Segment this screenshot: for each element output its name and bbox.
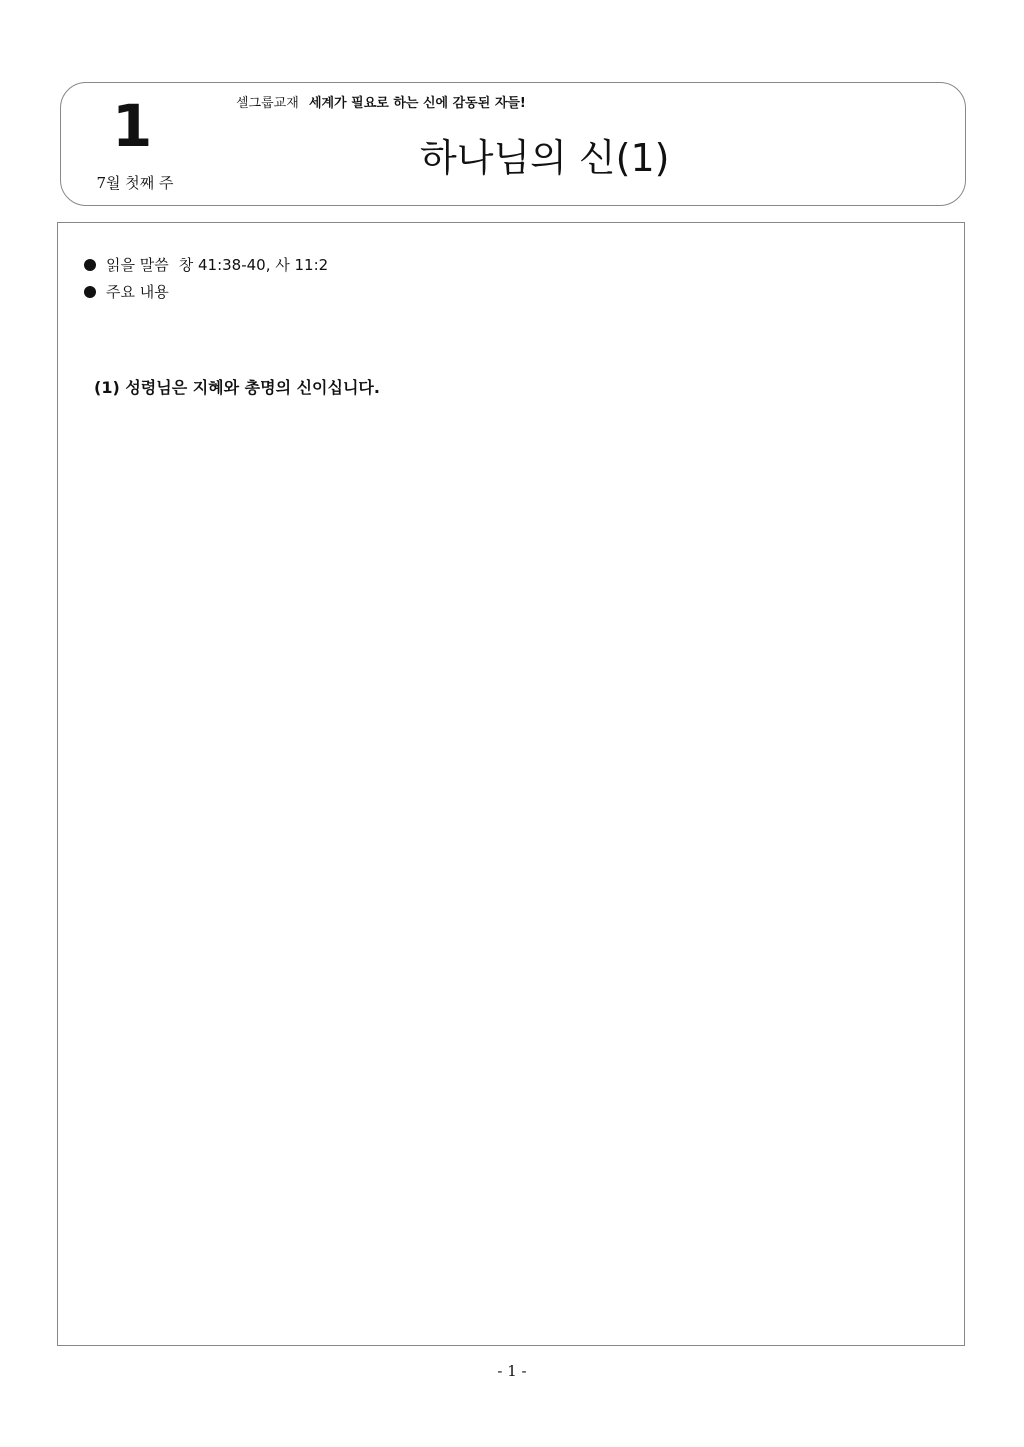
bullet-icon [84,286,96,298]
series-prefix: 셀그룹교재 [236,96,299,111]
series-title: 세계가 필요로 하는 신에 감동된 자들! [308,96,526,111]
series-line [236,92,526,111]
reading-passages: 창 41:38-40, 사 11:2 [178,256,329,274]
content [80,252,956,429]
reading-label: 읽을 말씀 [106,256,169,274]
section-heading-1: (1) 성령님은 지혜와 총명의 신이십니다. [94,378,380,397]
main-title: 하나님의 신(1) [420,136,670,180]
page-number: - 1 - [497,1362,527,1380]
summary-label: 주요 내용 [106,283,169,301]
week-label: 7월 첫째 주 [96,174,174,192]
reading-row [80,252,956,279]
bullet-icon [84,259,96,271]
lesson-number: 1 [112,92,153,160]
summary-row [80,279,956,306]
